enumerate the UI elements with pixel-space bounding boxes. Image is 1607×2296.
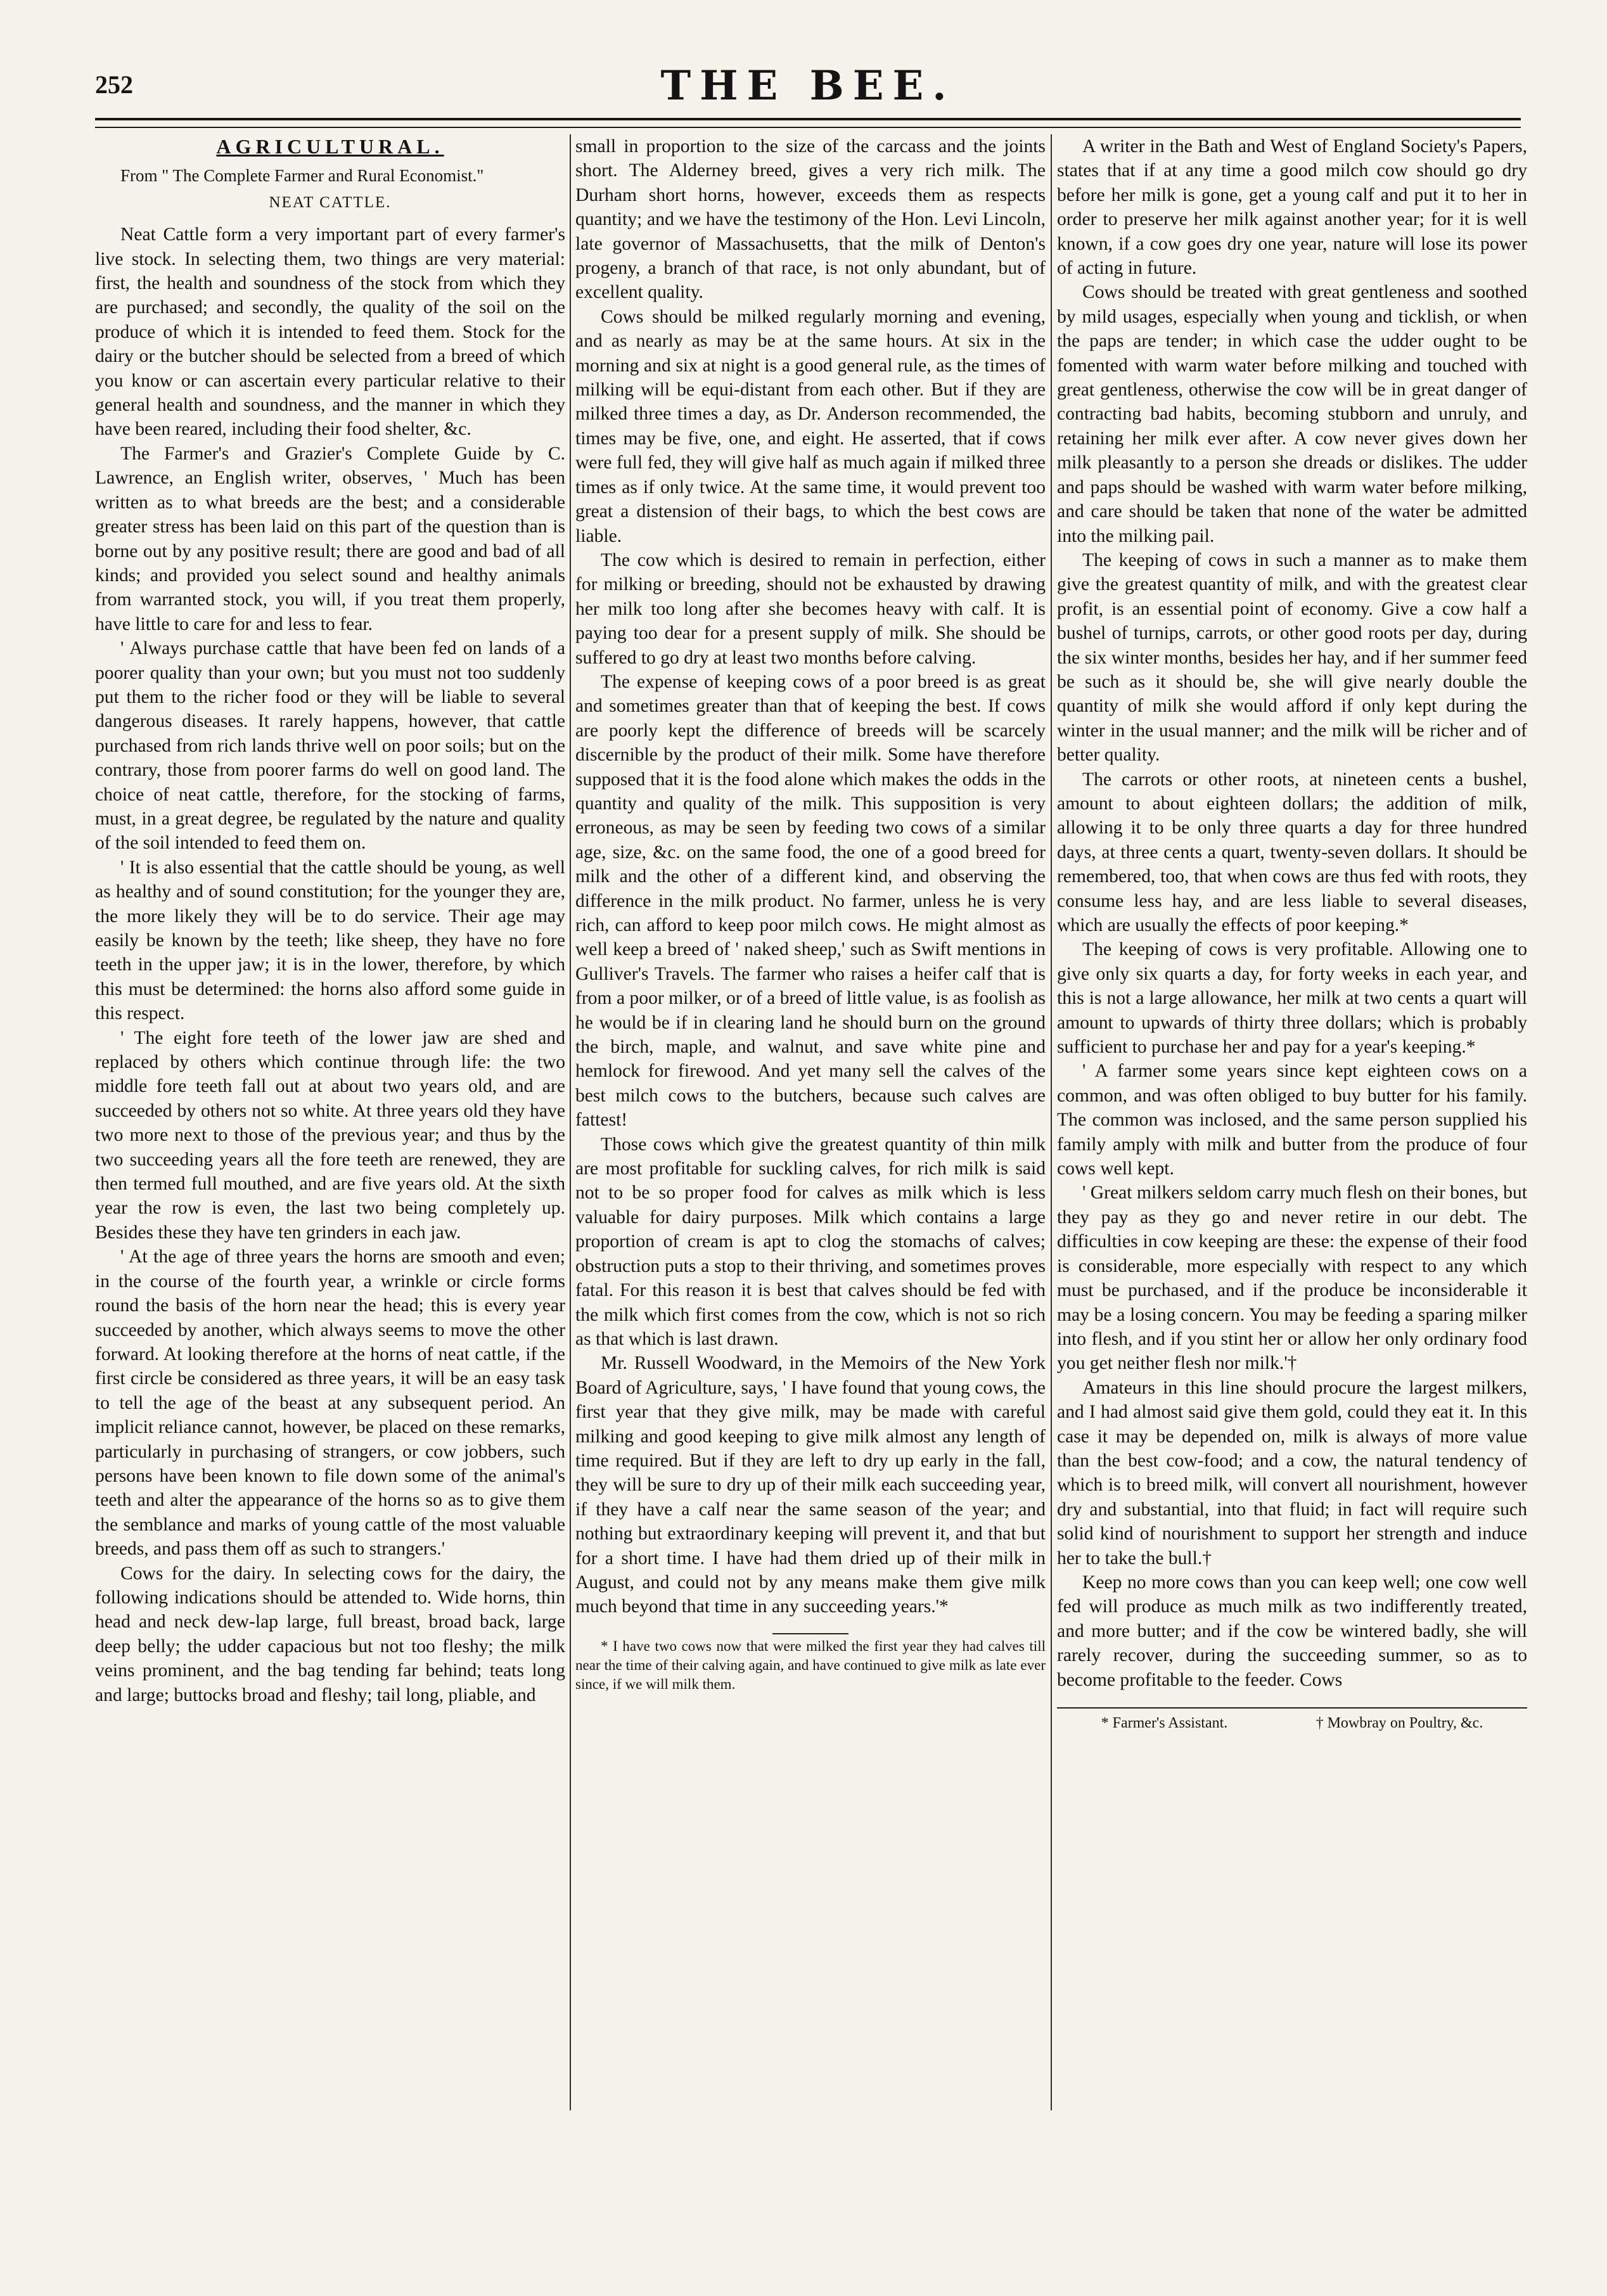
column-divider xyxy=(570,134,571,2110)
footnote: * I have two cows now that were milked the first year they had calves till near the time of their calving again, and have continued to give milk as late ever since, if we will milk them. xyxy=(575,1638,1046,1692)
footnote: † Mowbray on Poultry, &c. xyxy=(1316,1715,1483,1731)
paragraph: ' The eight fore teeth of the lower jaw are shed and replaced by others which continue through life: the two middle fore teeth fall out at about two years old, and are succeeded by others not so white. At three years old they have two more next to those of the previous year; and thus by the two succeeding years all the fore teeth are renewed, they are then termed full mouthed, and are five years old. At the sixth year the row is even, the last two being completely up. Besides these they have ten grinders in each jaw. xyxy=(95,1027,565,1243)
paragraph: ' Always purchase cattle that have been fed on lands of a poorer quality than your own; but you must not too suddenly put them to the richer food or they will be liable to several dangerous diseases. It rarely happens, however, that cattle purchased from rich lands thrive well on poor soils; but on the contrary, those from poorer farms do well on good land. The choice of neat cattle, therefore, for the stocking of farms, must, in a great degree, be regulated by the nature and quality of the soil intended to feed them on. xyxy=(95,638,565,854)
paragraph: ' It is also essential that the cattle should be young, as well as healthy and of sound constitution; for the younger they are, the more likely they will be to do service. Their age may easily be known by the teeth; like sheep, they have no fore teeth in the upper jaw; it is in the lower, therefore, by which this must be determined: the horns also afford some guide in this respect. xyxy=(95,857,565,1024)
footnote-rule xyxy=(1057,1707,1527,1709)
paragraph: Cows should be treated with great gentleness and soothed by mild usages, especially when young and ticklish, or when the paps are tender; in which case the udder ought to be fomented with warm water before milking and touched with great gentleness, otherwise the cow will be in great danger of contracting bad habits, becoming stubborn and unruly, and retaining her milk ever after. A cow never gives down her milk pleasantly to a person she dreads or dislikes. The udder and paps should be washed with warm water before milking, and care should be taken that none of the water be admitted into the milking pail. xyxy=(1057,282,1527,546)
footnote-rule xyxy=(772,1633,848,1634)
paragraph: The cow which is desired to remain in perfection, either for milking or breeding, should not be exhausted by drawing her milk too long after she becomes heavy with calf. It is paying too dear for a present supply of milk. She should be suffered to go dry at least two months before calving. xyxy=(575,549,1046,668)
column-divider xyxy=(1051,134,1052,2110)
journal-title: THE BEE. xyxy=(660,62,956,110)
masthead xyxy=(95,62,1521,110)
paragraph: Cows for the dairy. In selecting cows for the dairy, the following indications should be attended to. Wide horns, thin head and neck dew-lap large, full breast, broad back, large deep belly; the udder capacious but not too fleshy; the milk veins prominent, and the bag tending far behind; teats long and large; buttocks broad and fleshy; tail long, pliable, and xyxy=(95,1563,565,1705)
paragraph: The keeping of cows in such a manner as to make them give the greatest quantity of milk, and with the greatest clear profit, is an essential point of economy. Give a cow half a bushel of turnips, carrots, or other good roots per day, during the six winter months, besides her hay, and if her summer feed be such as it should be, she will give nearly double the quantity of milk she would afford if only kept during the winter in the usual manner; and the milk will be richer and of better quality. xyxy=(1057,549,1527,766)
paragraph: Keep no more cows than you can keep well; one cow well fed will produce as much milk as two indifferently treated, and more butter; and if the cow be wintered badly, she will rarely recover, during the succeeding summer, so as to become profitable to the feeder. Cows xyxy=(1057,1572,1527,1690)
section-heading: AGRICULTURAL. xyxy=(216,135,444,158)
paragraph: ' Great milkers seldom carry much flesh on their bones, but they pay as they go and never retire in our debt. The difficulties in cow keeping are these: the expense of their food is considerable, more especially with respect to any which must be purchased, and if the produce be inconsiderable it may be a losing concern. You may be feeding a sparing milker into flesh, and if you stint her or allow her only ordinary food you get neither flesh nor milk.'† xyxy=(1057,1183,1527,1374)
paragraph: Those cows which give the greatest quantity of thin milk are most profitable for suckling calves, for rich milk is said not to be so proper food for calves as milk which is less valuable for dairy purposes. Milk which contains a large proportion of cream is apt to clog the stomachs of calves; obstruction puts a stop to their thriving, and sometimes proves fatal. For this reason it is best that calves should be fed with the milk which first comes from the cow, which is not so rich as that which is last drawn. xyxy=(575,1134,1046,1349)
article-title: NEAT CATTLE. xyxy=(269,193,392,211)
column-3 xyxy=(1057,134,1527,2226)
paragraph: small in proportion to the size of the carcass and the joints short. The Alderney breed, gives a very rich milk. The Durham short horns, however, exceeds them as respects quantity; and we have the testimony of the Hon. Levi Lincoln, late governor of Massachusetts, that the milk of Denton's progeny, a branch of that race, is not only abundant, but of excellent quality. xyxy=(575,136,1046,303)
paragraph: Amateurs in this line should procure the largest milkers, and I had almost said give them gold, could they eat it. In this case it may be depended on, milk is always of more value than the best cow-food; and a cow, the natural tendency of which is to breed milk, will convert all nourishment, however dry and substantial, into that fluid; in fact will require such solid kind of nourishment to support her strength and induce her to take the bull.† xyxy=(1057,1377,1527,1568)
column-2 xyxy=(575,134,1046,2226)
footnotes xyxy=(1057,1714,1527,1733)
masthead-rule xyxy=(95,118,1521,128)
column-1 xyxy=(95,134,565,2226)
page-number: 252 xyxy=(95,70,133,99)
paragraph: The keeping of cows is very profitable. Allowing one to give only six quarts a day, for forty weeks in each year, and this is not a large allowance, her milk at two cents a quart will amount to upwards of thirty three dollars; which is probably sufficient to purchase her and pay for a year's keeping.* xyxy=(1057,939,1527,1058)
paragraph: The carrots or other roots, at nineteen cents a bushel, amount to about eighteen dollars; the addition of milk, allowing it to be only three quarts a day for three hundred days, at three cents a quart, twenty-seven dollars. It should be remembered, too, that when cows are thus fed with roots, they consume less hay, and are less liable to several diseases, which are usually the effects of poor keeping.* xyxy=(1057,769,1527,935)
footnote: * Farmer's Assistant. xyxy=(1101,1715,1228,1731)
paragraph: The Farmer's and Grazier's Complete Guide by C. Lawrence, an English writer, observes, ' Much has been written as to what breeds are the best; and a considerable greater stress has been laid on this part of the question than is borne out by any positive result; there are good and bad of all kinds; and provided you select sound and healthy animals from warranted stock, you will, if you treat them properly, have little to care for and less to fear. xyxy=(95,443,565,634)
paragraph: Neat Cattle form a very important part of every farmer's live stock. In selecting them, two things are very material: first, the health and soundness of the stock from which they are purchased; and secondly, the quality of the soil on the produce of which it is intended to feed them. Stock for the dairy or the butcher should be selected from a breed of which you know or can ascertain every particular relative to their general health and soundness, and the manner in which they have been reared, including their food shelter, &c. xyxy=(95,224,565,440)
paragraph: ' At the age of three years the horns are smooth and even; in the course of the fourth year, a wrinkle or circle forms round the basis of the horn near the head; this is every year succeeded by another, which always seems to move the other forward. At looking therefore at the horns of neat cattle, if the first circle be considered as three years, it will be an easy task to tell the age of the beast at any subsequent period. An implicit reliance cannot, however, be placed on these remarks, particularly in purchasing of strangers, or cow jobbers, such persons have been known to file down some of the animal's teeth and alter the appearance of the horns so as to give them the semblance and marks of young cattle of the most valuable breeds, and pass them off as such to strangers.' xyxy=(95,1247,565,1560)
paragraph: A writer in the Bath and West of England Society's Papers, states that if at any time a good milch cow should go dry before her milk is gone, get a young calf and put it to her in order to preserve her milk against another year; for it is well known, if a cow goes dry one year, nature will lose its power of acting in future. xyxy=(1057,136,1527,279)
paragraph: The expense of keeping cows of a poor breed is as great and sometimes greater than that of keeping the best. If cows are poorly kept the difference of breeds will be scarcely discernible by the product of their milk. Some have therefore supposed that it is the food alone which makes the odds in the quantity and quality of the milk. This supposition is very erroneous, as may be seen by feeding two cows of a similar age, size, &c. on the same food, the one of a good breed for milk and the other of a different kind, and observing the difference in the milk product. No farmer, unless he is very rich, can afford to keep poor milch cows. He might almost as well keep a breed of ' naked sheep,' such as Swift mentions in Gulliver's Travels. The farmer who raises a heifer calf that is from a poor milker, or of a breed of little value, is as foolish as he would be if in clearing land he should burn on the ground the birch, maple, and walnut, and save white pine and hemlock for firewood. And yet many sell the calves of the best milch cows to the butchers, because such calves are fattest! xyxy=(575,671,1046,1131)
paragraph: Cows should be milked regularly morning and evening, and as nearly as may be at the same hours. At six in the morning and six at night is a good general rule, as the times of milking will be equi-distant from each other. But if they are milked three times a day, as Dr. Anderson recommended, the times may be five, one, and eight. He asserted, that if cows were full fed, they will give half as much again if milked three times as if only twice. At the same time, it would prevent too great a distension of their bags, to which the best cows are liable. xyxy=(575,306,1046,546)
paragraph: Mr. Russell Woodward, in the Memoirs of the New York Board of Agriculture, says, ' I have found that young cows, the first year that they give milk, may be made with careful milking and good keeping to give milk almost any length of time required. But if they are left to dry up early in the fall, they will be sure to dry up of their milk each succeeding year, if they have a calf near the same season of the year; and nothing but extraordinary keeping will prevent it, and that but for a short time. I have had them dried up of their milk in August, and could not by any means make them give milk much beyond that time in any succeeding years.'* xyxy=(575,1353,1046,1617)
source-line: From " The Complete Farmer and Rural Economist." xyxy=(120,166,484,186)
paragraph: ' A farmer some years since kept eighteen cows on a common, and was often obliged to buy butter for his family. The common was inclosed, and the same person supplied his family amply with milk and butter from the produce of four cows well kept. xyxy=(1057,1061,1527,1179)
